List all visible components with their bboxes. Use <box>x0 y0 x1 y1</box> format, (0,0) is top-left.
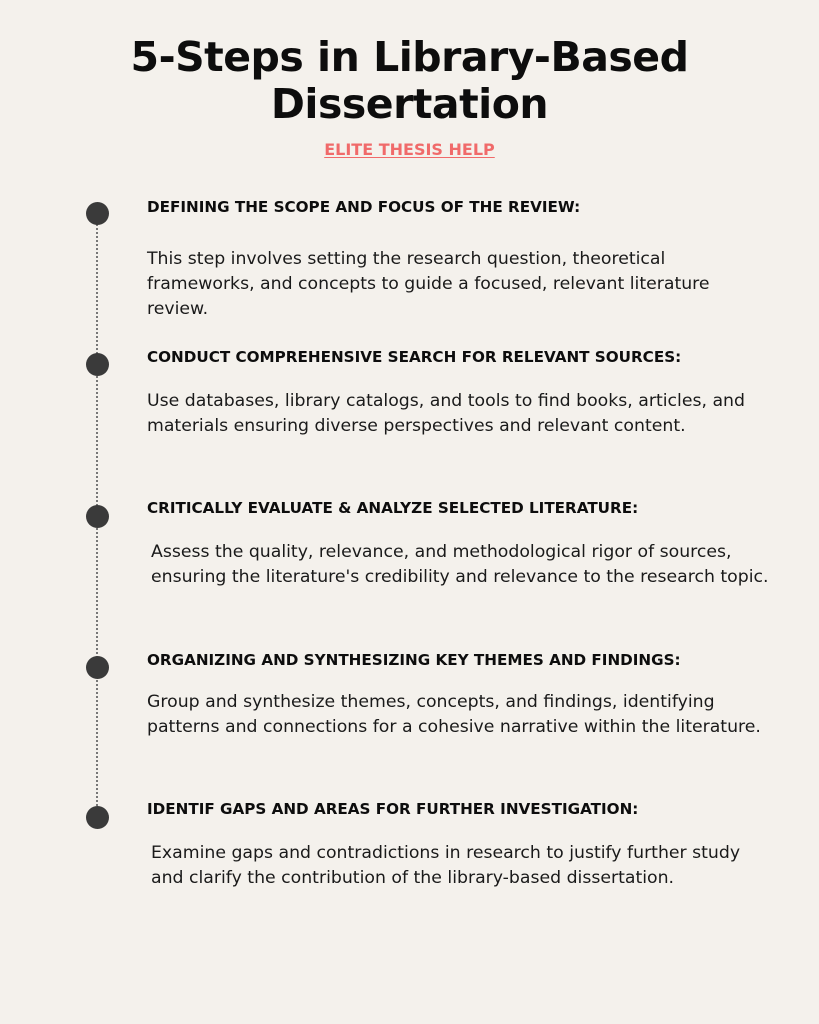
step-5-body: Examine gaps and contradictions in research to justify further study and clarify the contribution of the library-based dissertation. <box>151 843 741 888</box>
timeline-dot-1 <box>86 202 109 225</box>
step-4-heading: ORGANIZING AND SYNTHESIZING KEY THEMES AND FINDINGS: <box>147 651 681 669</box>
timeline-dot-5 <box>86 806 109 829</box>
step-3-body: Assess the quality, relevance, and methodological rigor of sources, ensuring the literature's credibility and relevance to the research topic. <box>151 542 769 587</box>
brand-subtitle-link[interactable]: ELITE THESIS HELP <box>324 140 495 159</box>
page-title-line-2: Dissertation <box>270 80 549 128</box>
timeline-dot-4 <box>86 656 109 679</box>
step-1-heading: DEFINING THE SCOPE AND FOCUS OF THE REVIEW: <box>147 198 581 216</box>
page-title-line-1: 5-Steps in Library-Based <box>130 33 689 81</box>
step-2-body: Use databases, library catalogs, and tools to find books, articles, and materials ensuring diverse perspectives and relevant content. <box>147 391 745 436</box>
page-title <box>0 34 819 128</box>
step-3-heading: CRITICALLY EVALUATE & ANALYZE SELECTED LITERATURE: <box>147 499 639 517</box>
timeline-dot-2 <box>86 353 109 376</box>
step-2-heading: CONDUCT COMPREHENSIVE SEARCH FOR RELEVANT SOURCES: <box>147 348 682 366</box>
timeline-dot-3 <box>86 505 109 528</box>
step-1-body: This step involves setting the research question, theoretical frameworks, and concepts to guide a focused, relevant literature review. <box>147 249 710 319</box>
step-4-body: Group and synthesize themes, concepts, and findings, identifying patterns and connections for a cohesive narrative within the literature. <box>147 692 761 737</box>
step-5-heading: IDENTIF GAPS AND AREAS FOR FURTHER INVESTIGATION: <box>147 800 639 818</box>
